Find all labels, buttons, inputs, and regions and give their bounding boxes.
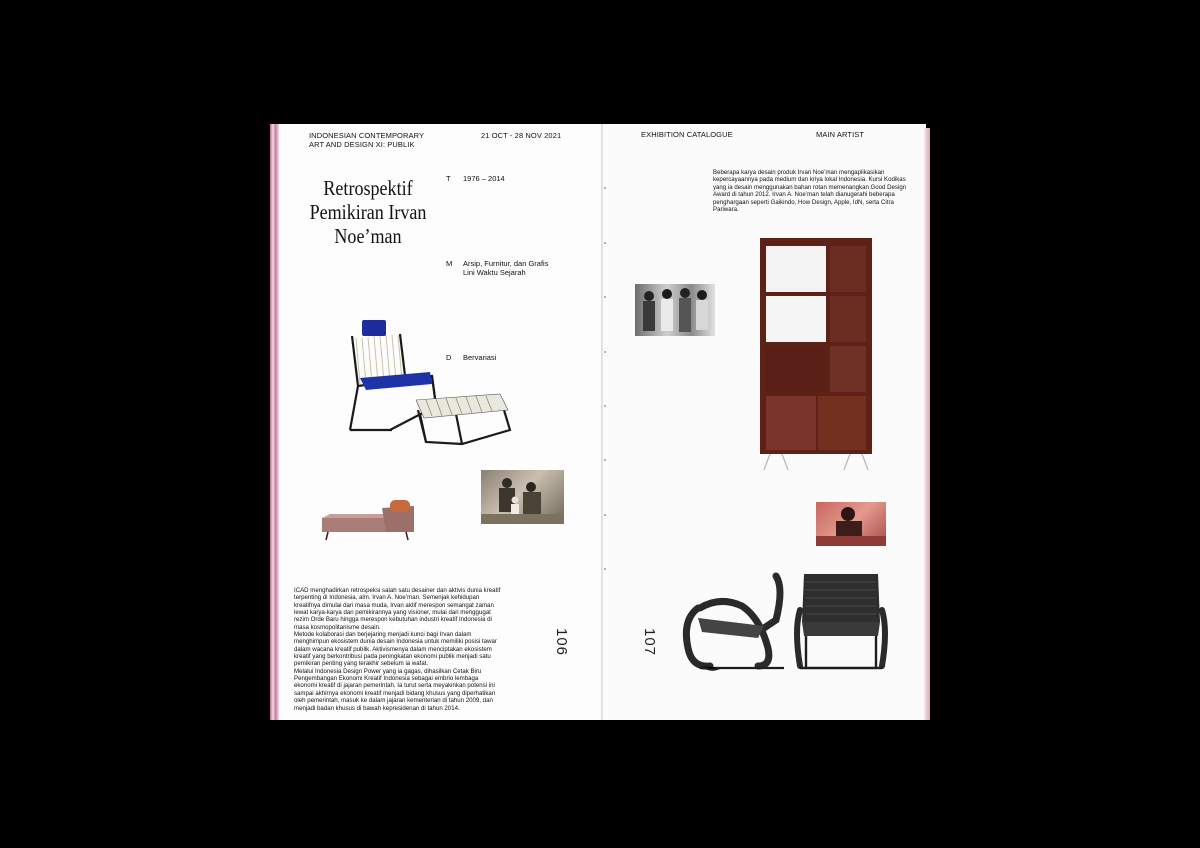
gutter-mark — [604, 187, 606, 189]
event-dates: 21 OCT - 28 NOV 2021 — [481, 131, 562, 140]
page-number-left: 106 — [553, 628, 570, 657]
group-photo — [635, 284, 715, 336]
meta-value-dimension: Bervariasi — [463, 353, 497, 362]
catalogue-label: EXHIBITION CATALOGUE — [641, 130, 733, 139]
bookshelf-image — [758, 238, 876, 474]
title-line: Retrospektif — [323, 176, 413, 200]
portrait-photo — [816, 502, 886, 546]
gutter-mark — [604, 514, 606, 516]
gutter-mark — [604, 351, 606, 353]
page-number-right: 107 — [641, 628, 658, 657]
title-line: Pemikiran Irvan — [309, 200, 427, 224]
meta-key-time: T — [446, 174, 451, 183]
rattan-chair-front-image — [794, 570, 888, 674]
gutter-mark — [604, 296, 606, 298]
meta-value-time: 1976 – 2014 — [463, 174, 505, 183]
event-title-line2: ART AND DESIGN XI: PUBLIK — [309, 140, 415, 149]
meta-key-medium: M — [446, 259, 453, 268]
gutter-mark — [604, 568, 606, 570]
gutter-mark — [604, 459, 606, 461]
event-title-line1: INDONESIAN CONTEMPORARY — [309, 131, 425, 140]
section-label: MAIN ARTIST — [816, 130, 865, 139]
gutter-mark — [604, 242, 606, 244]
daybed-image — [320, 496, 416, 542]
intro-paragraph: Beberapa karya desain produk Irvan Noe’man mengaplikasikan kepercayaannya pada medium dan kriya lokal Indonesia. Kursi Kodikas yang ia desain menggunakan bahan rotan memenangkan Good Design Award di tahun 2012. Irvan A. Noe’man telah dianugerahi beberapa penghargaan seperti Gaikindo, How Design, Apple, IdN, serta Citra Pariwara. — [713, 169, 907, 214]
page-title — [307, 176, 429, 248]
meta-key-dimension: D — [446, 353, 452, 362]
body-paragraph: ICAD menghadirkan retrospeksi salah satu desainer dan aktivis dunia kreatif terpenting di Indonesia, alm. Irvan A. Noe’man. Semenjak kehidupan kreatifnya dimulai dari masa muda, Irvan aktif merespon semangat zaman lewat karya-karya dan pemikirannya yang visioner, mulai dari menggugat rezim Orde Baru hingga merespon kebutuhan industri kreatif Indonesia di masa kosmopolitanisme desain. Metode kolaborasi dan berjejaring menjadi kunci bagi Irvan dalam menghimpun ekosistem dunia desain Indonesia untuk memiliki posisi tawar dalam wacana kreatif publik. Aktivismenya dalam menciptakan ekosistem kreatif yang berkontribusi pada peningkatan ekonomi publik menjadi satu pemikiran penting yang terakhir sebelum ia wafat. Melalui Indonesia Design Power yang ia gagas, dihasilkan Cetak Biru Pengembangan Ekonomi Kreatif Indonesia sebagai embrio lembaga ekonomi kreatif di jajaran pemerintah. Ia turut serta meyakinkan potensi ini sampai akhirnya ekonomi kreatif menjadi bidang khusus yang diperhatikan oleh pemerintah, masuk ke dalam jajaran kementerian di tahun 2009, dan menjadi badan khusus di bawah kepresidenan di tahun 2014. — [294, 587, 501, 712]
title-line: Noe’man — [334, 224, 402, 248]
lounge-chair-image — [344, 318, 514, 453]
family-photo — [481, 470, 564, 524]
rattan-chair-side-image — [680, 568, 792, 676]
gutter-mark — [604, 405, 606, 407]
page-edge-right — [924, 128, 930, 720]
meta-value-medium: Arsip, Furnitur, dan Grafis Lini Waktu Sejarah — [463, 259, 549, 277]
